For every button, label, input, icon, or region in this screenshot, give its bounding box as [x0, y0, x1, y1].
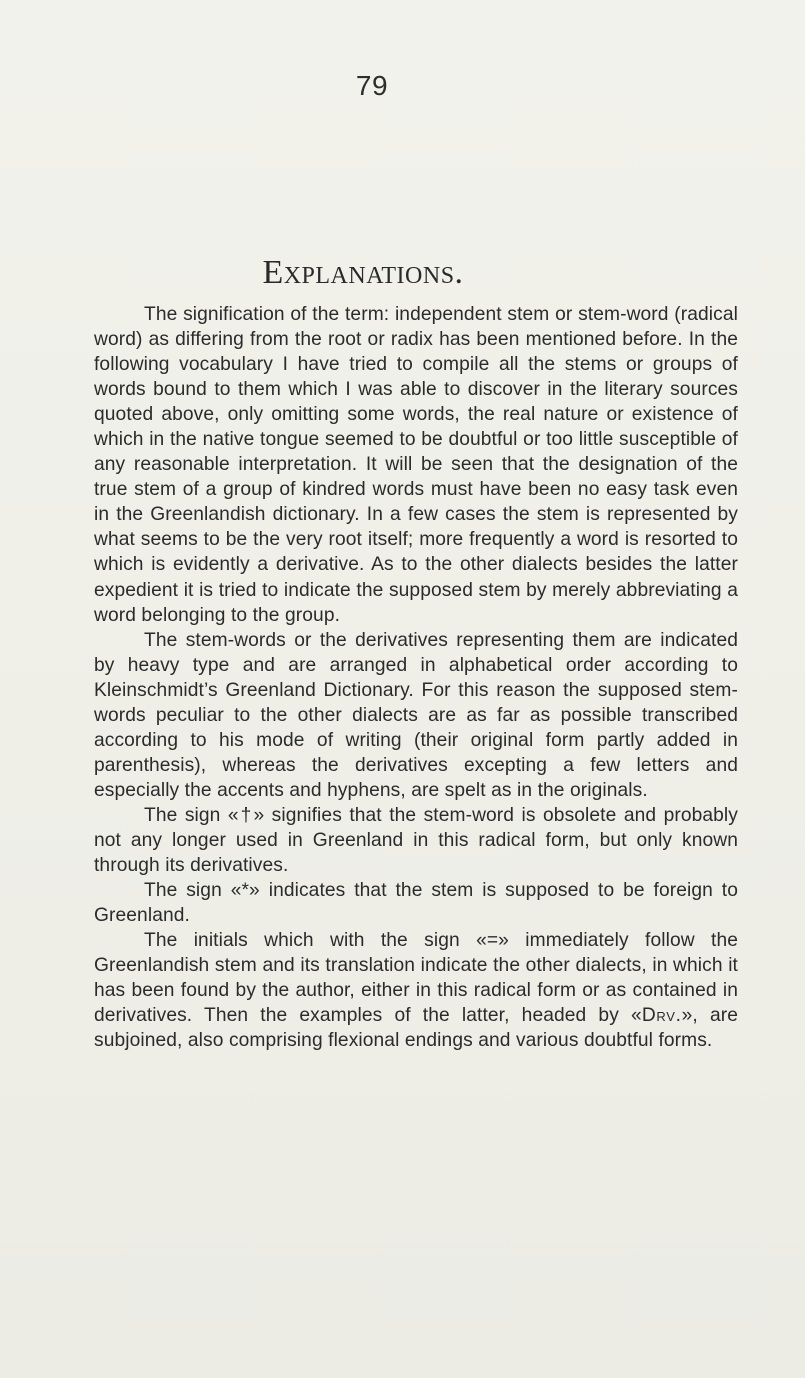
paragraph-text: The initials which with the sign «=» immediately follow the Greenlandish stem and its translation indicate the other dialects, in which it has been found by the author, either in this radical form or as contained in derivatives. Then the examples of the latter, headed by « — [94, 930, 738, 1027]
paragraph: The stem-words or the derivatives representing them are indicated by heavy type and are arranged in alphabetical order according to Kleinschmidt’s Greenland Dictionary. For this reason the supposed stem-words peculiar to the other dialects are as far as possible transcribed according to his mode of writing (their original form partly added in parenthesis), whereas the derivatives excepting a few letters and especially the accents and hyphens, are spelt as in the originals. — [94, 629, 738, 801]
paragraph: The sign «*» indicates that the stem is supposed to be foreign to Greenland. — [94, 880, 738, 927]
paragraph — [94, 928, 738, 1053]
paragraph: The sign «†» signifies that the stem-word is obsolete and probably not any longer used in Greenland in this radical form, but only known through its derivatives. — [94, 804, 738, 877]
derivative-label: Drv. — [641, 1005, 682, 1027]
paragraph: The signification of the term: independent stem or stem-word (radical word) as differing from the root or radix has been mentioned before. In the following vocabulary I have tried to compile all the stems or groups of words bound to them which I was able to discover in the literary sources quoted above, only omitting some words, the real nature or existence of which in the native tongue seemed to be doubtful or too little susceptible of any reasonable interpretation. It will be seen that the designation of the true stem of a group of kindred words must have been no easy task even in the Greenlandish dictionary. In a few cases the stem is represented by what seems to be the very root itself; more frequently a word is resorted to which is evidently a derivative. As to the other dialects besides the latter expedient it is tried to indicate the supposed stem by merely abbreviating a word belonging to the group. — [94, 304, 738, 626]
page-number: 79 — [355, 70, 389, 101]
page-title: Explanations. — [262, 254, 464, 291]
paragraph-text: », are subjoined, also comprising flexional endings and various doubtful forms. — [94, 1005, 738, 1052]
body-text — [94, 302, 738, 1053]
